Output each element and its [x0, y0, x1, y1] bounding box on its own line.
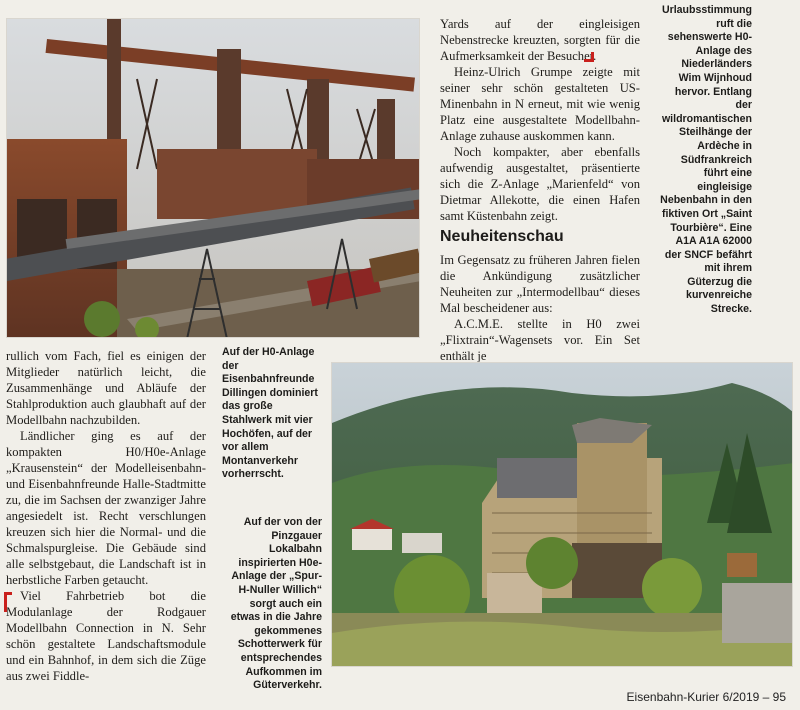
paragraph: rullich vom Fach, fiel es einigen der Mitglieder natürlich leicht, die Zusammenhänge und Abläufe der Stahlproduktion auch glaubhaft auf der Modellbahn nachzubilden.	[6, 349, 206, 427]
paragraph: A.C.M.E. stellte in H0 zwei „Flixtrain“-Wagensets vor. Ein Set enthält je	[440, 317, 640, 363]
steelworks-photo	[6, 18, 420, 338]
article-column-top-right	[440, 16, 640, 224]
gravel-works-photo	[331, 362, 793, 667]
paragraph: Heinz-Ulrich Grumpe zeigte mit seiner sehr schön gestalteten US-Minenbahn in N erneut, mit wie wenig Platz eine ausgestaltete Modellbahn-Anlage zuhause auskommen kann.	[440, 65, 640, 143]
paragraph: Viel Fahrbetrieb bot die Modulanlage der Rodgauer Modellbahn Connection in N. Sehr schön gestaltete Landschaftsmodule und ein Bahnhof, in dem sich die Züge aus zwei Fiddle-	[6, 589, 206, 683]
page-footer: Eisenbahn-Kurier 6/2019 – 95	[626, 690, 786, 704]
paragraph: Ländlicher ging es auf der kompakten H0/H0e-Anlage „Krausenstein“ der Modelleisenbahn- und Eisenbahnfreunde Halle-Stadtmitte zu, die im Sachsen der zwanziger Jahre angesiedelt ist. Recht verschlungen kreuzen sich hier die Normal- und die Schmalspurgleise. Die Gebäude sind alle selbstgebaut, die Landschaft ist in herbstliche Farben getaucht.	[6, 429, 206, 587]
red-corner-mark	[4, 592, 12, 612]
article-column-after-heading	[440, 252, 640, 364]
caption-top-right: Urlaubsstimmung ruft die sehenswerte H0-Anlage des Niederländers Wim Wijnhoud hervor. Entlang der wildromantischen Steilhänge der Ardèche in Südfrankreich führt eine eingleisige Nebenbahn in den fiktiven Ort „Saint Tourbière“. Eine A1A A1A 62000 der SNCF befährt mit ihrem Güterzug die kurvenreiche Strecke.	[660, 4, 752, 316]
caption-steelworks: Auf der H0-Anlage der Eisenbahnfreunde Dillingen dominiert das große Stahlwerk mit vier Hochöfen, auf der vor allem Montanverkehr vorherrscht.	[222, 346, 318, 481]
article-column-bottom-left	[6, 348, 206, 684]
paragraph: Noch kompakter, aber ebenfalls aufwendig ausgestaltet, präsentierte sich die Z-Anlage „Marienfeld“ von Dietmar Allekotte, die einen Hafen samt Küstenbahn zeigt.	[440, 145, 640, 223]
paragraph: Yards auf der eingleisigen Nebenstrecke kreuzten, sorgten für die Aufmerksamkeit der Besucher.	[440, 17, 640, 63]
section-heading: Neuheitenschau	[440, 228, 564, 245]
paragraph: Im Gegensatz zu früheren Jahren fielen die Ankündigung zusätzlicher Neuheiten zur „Intermodellbau“ dieses Mal bescheidener aus:	[440, 253, 640, 315]
caption-gravel-works: Auf der von der Pinzgauer Lokalbahn inspirierten H0e-Anlage der „Spur-H-Nuller Willich“ sorgt auch ein etwas in die Jahre gekommenes Schotterwerk für entsprechendes Aufkommen im Güterverkehr.	[230, 516, 322, 692]
red-corner-mark	[584, 52, 594, 62]
